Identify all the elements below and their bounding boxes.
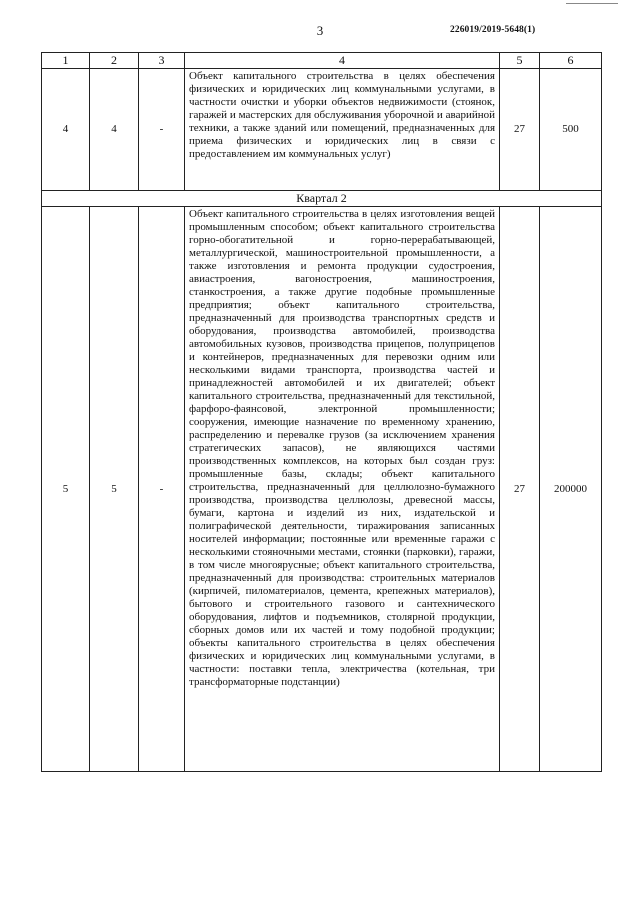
column-header-4: 4 <box>185 53 500 69</box>
column-header-5: 5 <box>500 53 540 69</box>
row-number-cell: 4 <box>42 69 90 191</box>
row-number-cell: 5 <box>42 207 90 772</box>
column-header-1: 1 <box>42 53 90 69</box>
quarter-row <box>42 191 602 207</box>
row-id-cell: 5 <box>90 207 139 772</box>
row-description-cell: Объект капитального строительства в целях обеспечения физических и юридических лиц коммунальными услугами, в частности очистки и уборки объектов недвижимости (стоянок, гаражей и мастерских для обслуживания уборочной и аварийной техники, а также зданий или помещений, предназначенных для приема физических и юридических лиц в связи с предоставлением им коммунальных услуг) <box>185 69 500 191</box>
quarter-label: Квартал 2 <box>42 191 602 207</box>
top-edge-mark <box>566 3 618 4</box>
table-header-row <box>42 53 602 69</box>
data-table <box>41 52 602 772</box>
column-header-6: 6 <box>540 53 602 69</box>
document-number: 226019/2019-5648(1) <box>450 25 536 35</box>
row-code-cell: 27 <box>500 69 540 191</box>
row-code-cell: 27 <box>500 207 540 772</box>
row-description-cell: Объект капитального строительства в целях изготовления вещей промышленным способом; объект капитального строительства горно-обогатительной и горно-перерабатывающей, металлургической, машиностроительной промышленности, а также изготовления и ремонта продукции судостроения, авиастроения, вагоностроения, машиностроения, станкостроения, а также другие подобные промышленные предприятия; объект капитального строительства, предназначенный для производства транспортных средств и оборудования, производства автомобилей, производства автомобильных кузовов, производства прицепов, полуприцепов и контейнеров, предназначенных для перевозки одним или несколькими видами транспорта, производства частей и принадлежностей автомобилей и их двигателей; объект капитального строительства, предназначенный для текстильной, фарфоро-фаянсовой, электронной промышленности; сооружения, имеющие назначение по временному хранению, распределению и перевалке грузов (за исключением хранения стратегических запасов), не являющихся частями производственных комплексов, на которых был создан груз: промышленные базы, склады; объект капитального строительства, предназначенный для целлюлозно-бумажного производства, производства целлюлозы, древесной массы, бумаги, картона и изделий из них, издательской и полиграфической деятельности, тиражирования записанных носителей информации; постоянные или временные гаражи с несколькими стояночными местами, стоянки (парковки), гаражи, в том числе многоярусные; объект капитального строительства, предназначенный для производства: строительных материалов (кирпичей, пиломатериалов, цемента, крепежных материалов), бытового и строительного газового и сантехнического оборудования, лифтов и подъемников, столярной продукции, сборных домов или их частей и тому подобной продукции; объекты капитального строительства в целях обеспечения физических и юридических лиц коммунальными услугами, в частности: поставки тепла, электричества (котельная, три трансформаторные подстанции) <box>185 207 500 772</box>
page-number: 3 <box>316 23 324 38</box>
row-value-cell: 200000 <box>540 207 602 772</box>
table-row <box>42 207 602 772</box>
column-header-2: 2 <box>90 53 139 69</box>
row-dash-cell: - <box>139 69 185 191</box>
row-value-cell: 500 <box>540 69 602 191</box>
column-header-3: 3 <box>139 53 185 69</box>
row-id-cell: 4 <box>90 69 139 191</box>
row-dash-cell: - <box>139 207 185 772</box>
table-row <box>42 69 602 191</box>
